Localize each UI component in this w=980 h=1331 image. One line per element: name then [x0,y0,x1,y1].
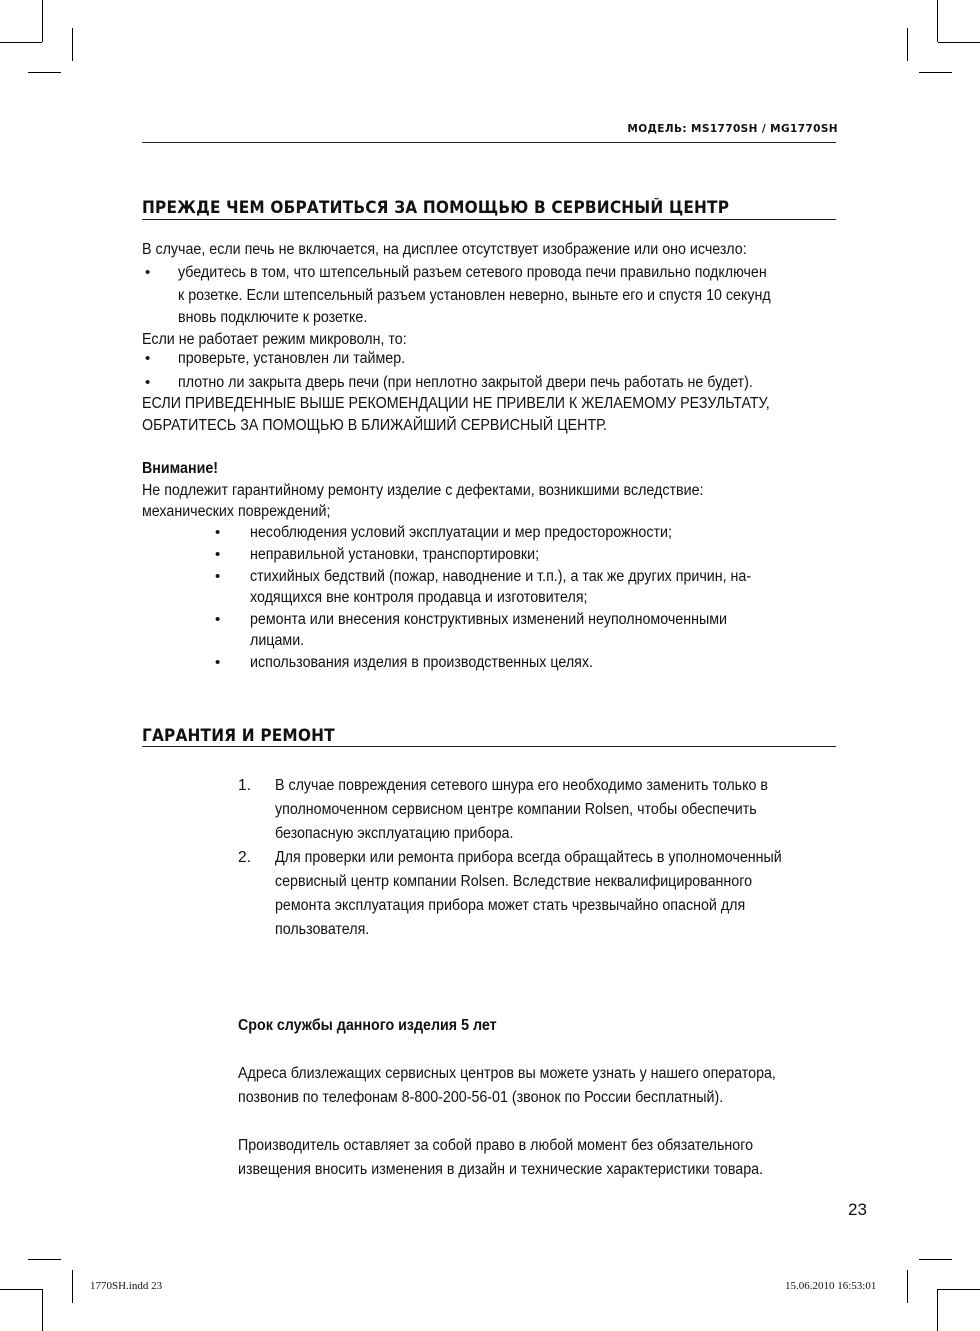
crop-mark [938,1289,980,1290]
service-life: Срок службы данного изделия 5 лет [238,1017,497,1034]
crop-mark [937,0,938,42]
crop-mark [28,72,61,73]
model-label: МОДЕЛЬ: MS1770SH / MG1770SH [627,123,838,135]
numbered-item-text: ремонта эксплуатация прибора может стать чрезвычайно опасной для [275,897,746,914]
crop-mark [28,1259,61,1260]
bullet-text: убедитесь в том, что штепсельный разъем сетевого провода печи правильно подключен [178,264,767,281]
crop-mark [72,28,73,61]
list-item: ремонта или внесения конструктивных изменений неуполномоченными [250,611,727,628]
paragraph-intro: В случае, если печь не включается, на дисплее отсутствует изображение или оно исчезло: [142,241,747,258]
manufacturer-text: извещения вносить изменения в дизайн и технические характеристики товара. [238,1161,764,1178]
numbered-item-text: В случае повреждения сетевого шнура его необходимо заменить только в [275,777,768,794]
manufacturer-text: Производитель оставляет за собой право в любой момент без обязательного [238,1137,754,1154]
crop-mark [938,42,980,43]
list-number: 2. [238,849,251,866]
file-slug: 1770SH.indd 23 [90,1280,163,1292]
header-rule [142,142,836,143]
numbered-item-text: сервисный центр компании Rolsen. Вследствие неквалифицированного [275,873,753,890]
bullet-dot: • [145,350,151,367]
section-rule [142,219,836,220]
crop-mark [937,1289,938,1331]
bullet-text: к розетке. Если штепсельный разъем установлен неверно, выньте его и спустя 10 секунд [178,287,771,304]
paragraph-microwave: Если не работает режим микроволн, то: [142,331,407,348]
crop-mark [919,1259,952,1260]
caps-warning: ОБРАТИТЕСЬ ЗА ПОМОЩЬЮ В БЛИЖАЙШИЙ СЕРВИСНЫЙ ЦЕНТР. [142,417,607,434]
attention-intro: механических повреждений; [142,503,331,520]
list-item: несоблюдения условий эксплуатации и мер предосторожности; [250,524,672,541]
crop-mark [919,72,952,73]
crop-mark [907,1270,908,1303]
list-item: лицами. [250,632,305,649]
section-title-service: ПРЕЖДЕ ЧЕМ ОБРАТИТЬСЯ ЗА ПОМОЩЬЮ В СЕРВИСНЫЙ ЦЕНТР [142,198,730,217]
numbered-item-text: безопасную эксплуатацию прибора. [275,825,514,842]
crop-mark [42,0,43,42]
addresses-text: Адреса близлежащих сервисных центров вы можете узнать у нашего оператора, [238,1065,776,1082]
bullet-dot: • [215,524,221,541]
crop-mark [72,1270,73,1303]
list-item: неправильной установки, транспортировки; [250,546,540,563]
section-rule [142,746,836,747]
bullet-dot: • [215,611,221,628]
list-item: ходящихся вне контроля продавца и изготовителя; [250,589,588,606]
attention-title: Внимание! [142,460,219,477]
page-number: 23 [848,1200,867,1219]
bullet-dot: • [145,374,151,391]
caps-warning: ЕСЛИ ПРИВЕДЕННЫЕ ВЫШЕ РЕКОМЕНДАЦИИ НЕ ПРИВЕЛИ К ЖЕЛАЕМОМУ РЕЗУЛЬТАТУ, [142,395,770,412]
list-item: использования изделия в производственных целях. [250,654,593,671]
crop-mark [907,28,908,61]
date-slug: 15.06.2010 16:53:01 [785,1280,877,1292]
bullet-dot: • [145,264,151,281]
bullet-text: вновь подключите к розетке. [178,309,368,326]
crop-mark [42,1289,43,1331]
bullet-dot: • [215,654,221,671]
crop-mark [0,1289,42,1290]
bullet-text: проверьте, установлен ли таймер. [178,350,406,367]
section-title-warranty: ГАРАНТИЯ И РЕМОНТ [142,726,335,745]
numbered-item-text: пользователя. [275,921,370,938]
numbered-item-text: уполномоченном сервисном центре компании Rolsen, чтобы обеспечить [275,801,757,818]
attention-intro: Не подлежит гарантийному ремонту изделие с дефектами, возникшими вследствие: [142,482,704,499]
numbered-item-text: Для проверки или ремонта прибора всегда обращайтесь в уполномоченный [275,849,782,866]
bullet-dot: • [215,546,221,563]
list-number: 1. [238,777,251,794]
bullet-dot: • [215,568,221,585]
crop-mark [0,42,42,43]
bullet-text: плотно ли закрыта дверь печи (при неплотно закрытой двери печь работать не будет). [178,374,753,391]
list-item: стихийных бедствий (пожар, наводнение и т.п.), а так же других причин, на- [250,568,752,585]
addresses-text: позвонив по телефонам 8-800-200-56-01 (звонок по России бесплатный). [238,1089,724,1106]
